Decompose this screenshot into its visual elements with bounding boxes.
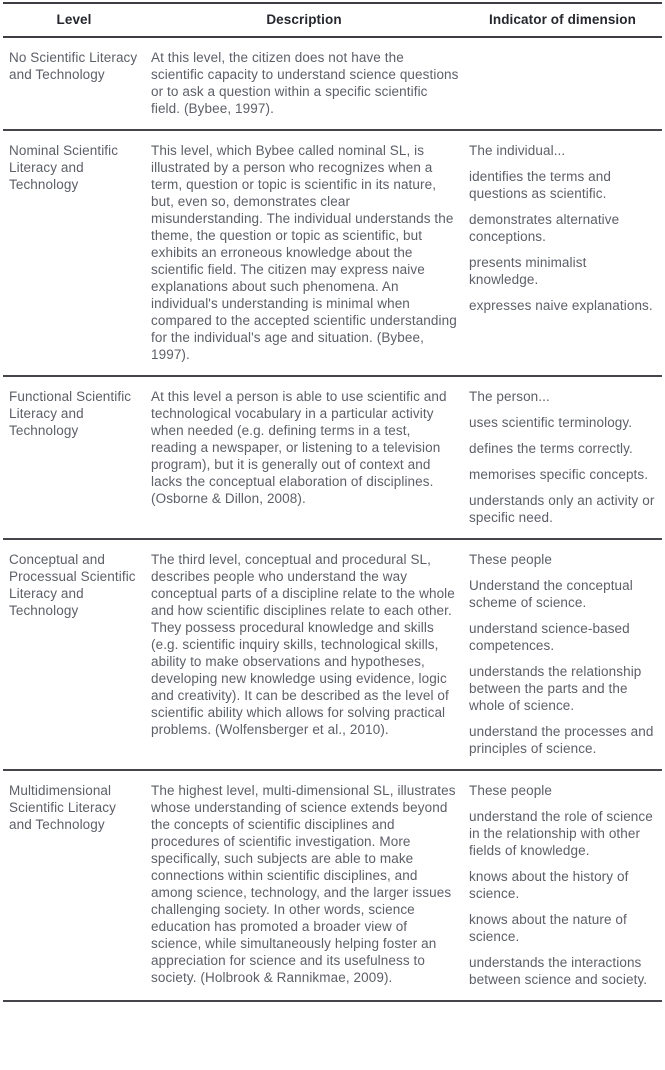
indicator-item: understands only an activity or specific need.	[469, 493, 655, 525]
level-cell	[3, 130, 145, 376]
indicator-item: understand the role of science in the relationship with other fields of knowledge.	[469, 809, 653, 858]
indicator-item: understand the processes and principles of science.	[469, 724, 654, 756]
indicator-cell	[463, 770, 662, 1001]
indicator-item: The person...	[469, 389, 550, 404]
table-row	[3, 770, 662, 1001]
description-text: At this level, the citizen does not have the scientific capacity to understand science questions or to ask a question within a specific scientific field. (Bybee, 1997).	[151, 50, 459, 116]
column-header-level: Level	[3, 3, 145, 37]
level-label: Nominal Scientific Literacy and Technology	[9, 143, 119, 192]
table-row	[3, 376, 662, 539]
description-cell	[145, 539, 463, 770]
indicator-item: expresses naive explanations.	[469, 298, 653, 313]
column-header-description: Description	[145, 3, 463, 37]
table-row	[3, 37, 662, 130]
description-text: The highest level, multi-dimensional SL, illustrates whose understanding of science extends beyond the concepts of scientific disciplines and procedures of scientific investigation. More specifically, such subjects are able to make connections within scientific disciplines, and among science, technology, and the larger issues challenging society. In other words, science education has promoted a broader view of science, while simultaneously helping foster an appreciation for science and its usefulness to society. (Holbrook & Rannikmae, 2009).	[151, 783, 456, 985]
level-cell	[3, 770, 145, 1001]
indicator-item: defines the terms correctly.	[469, 441, 633, 456]
indicator-item: These people	[469, 783, 553, 798]
level-label: No Scientific Literacy and Technology	[9, 50, 138, 82]
indicator-item: memorises specific concepts.	[469, 467, 649, 482]
indicator-item: These people	[469, 552, 553, 567]
level-cell	[3, 376, 145, 539]
indicator-list	[469, 388, 658, 526]
indicator-item: knows about the nature of science.	[469, 912, 627, 944]
description-cell	[145, 37, 463, 130]
description-text: This level, which Bybee called nominal SL, is illustrated by a person who recognizes when a term, question or topic is scientific in its nature, but, even so, demonstrates clear misunderstanding. The individual understands the theme, the question or topic as scientific, but exhibits an erroneous knowledge about the scientific field. The citizen may express naive explanations about such phenomena. An individual's understanding is minimal when compared to the accepted scientific understanding for the individual's age and situation. (Bybee, 1997).	[151, 143, 457, 362]
indicator-cell	[463, 376, 662, 539]
level-cell	[3, 37, 145, 130]
level-label: Conceptual and Processual Scientific Literacy and Technology	[9, 552, 136, 618]
level-label: Functional Scientific Literacy and Technology	[9, 389, 132, 438]
header-row	[3, 3, 662, 37]
indicator-item: understands the interactions between science and society.	[469, 955, 648, 987]
level-cell	[3, 539, 145, 770]
indicator-list	[469, 142, 658, 314]
indicator-item: knows about the history of science.	[469, 869, 629, 901]
table-row	[3, 539, 662, 770]
description-cell	[145, 770, 463, 1001]
indicator-list	[469, 782, 658, 988]
indicator-item: understand science-based competences.	[469, 621, 630, 653]
indicator-cell	[463, 539, 662, 770]
scientific-literacy-table	[3, 2, 662, 1002]
indicator-item: The individual...	[469, 143, 566, 158]
indicator-cell	[463, 130, 662, 376]
indicator-item: identifies the terms and questions as scientific.	[469, 169, 611, 201]
description-text: At this level a person is able to use scientific and technological vocabulary in a particular activity when needed (e.g. defining terms in a test, reading a newspaper, or listening to a television program), but it is generally out of context and lacks the conceptual elaboration of disciplines. (Osborne & Dillon, 2008).	[151, 389, 447, 506]
indicator-item: understands the relationship between the parts and the whole of science.	[469, 664, 642, 713]
indicator-item: demonstrates alternative conceptions.	[469, 212, 620, 244]
indicator-list	[469, 551, 658, 757]
description-text: The third level, conceptual and procedural SL, describes people who understand the way conceptual parts of a discipline relate to the whole and how scientific disciplines relate to each other. They possess procedural knowledge and skills (e.g. scientific inquiry skills, technological skills, ability to make observations and hypotheses, developing new knowledge using evidence, logic and creativity). It can be described as the level of scientific ability which allows for solving practical problems. (Wolfensberger et al., 2010).	[151, 552, 455, 737]
indicator-item: uses scientific terminology.	[469, 415, 633, 430]
level-label: Multidimensional Scientific Literacy and Technology	[9, 783, 116, 832]
indicator-cell	[463, 37, 662, 130]
table-row	[3, 130, 662, 376]
description-cell	[145, 130, 463, 376]
indicator-item: Understand the conceptual scheme of science.	[469, 578, 633, 610]
indicator-item: presents minimalist knowledge.	[469, 255, 587, 287]
description-cell	[145, 376, 463, 539]
column-header-indicator-of-dimension: Indicator of dimension	[463, 3, 662, 37]
